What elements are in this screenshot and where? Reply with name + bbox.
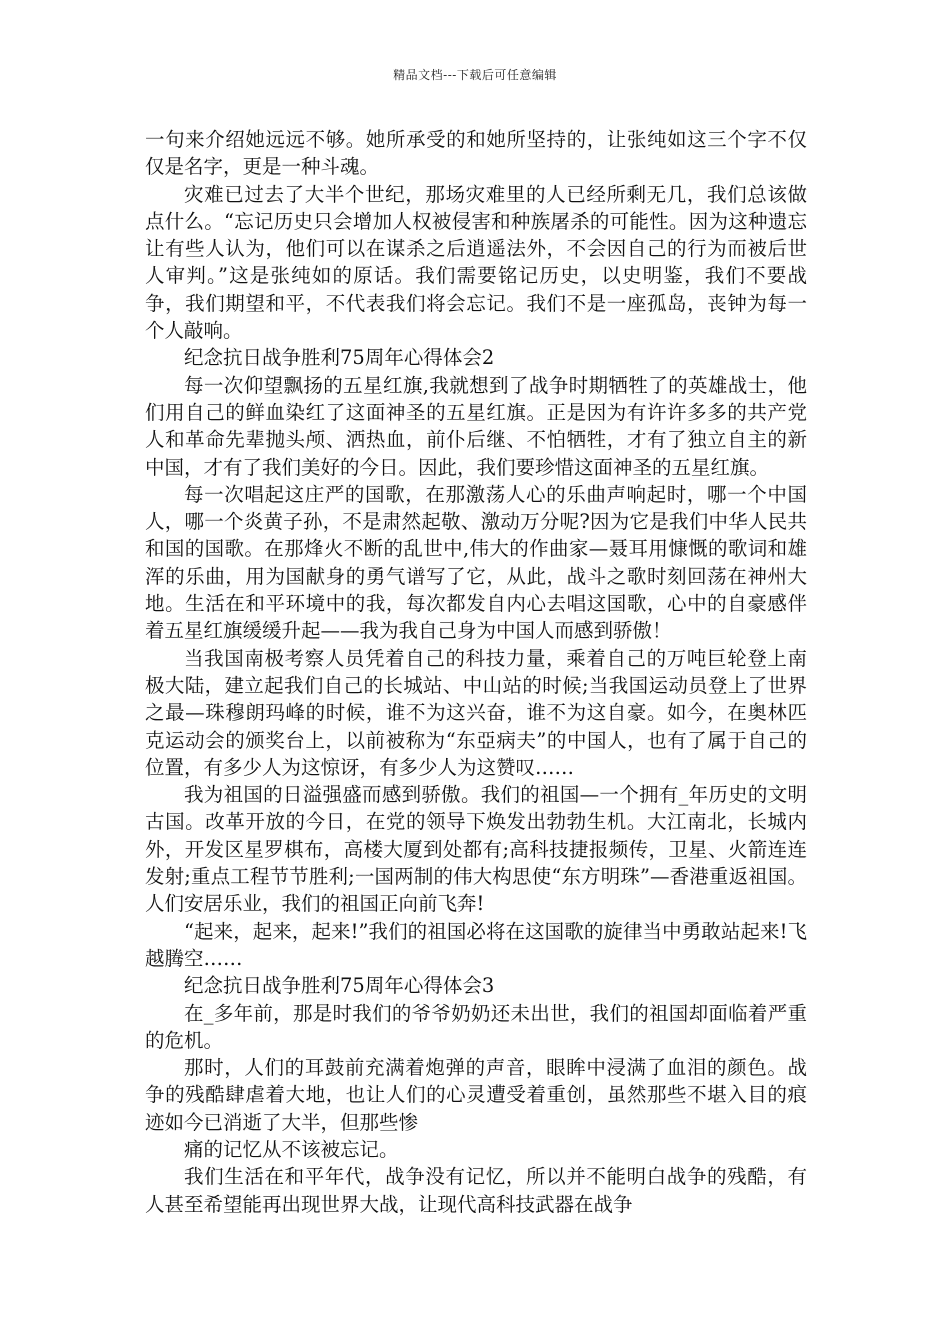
paragraph: 那时，人们的耳鼓前充满着炮弹的声音，眼眸中浸满了血泪的颜色。战争的残酷肆虐着大地，也让人们的心灵遭受着重创，虽然那些不堪入目的痕迹如今已消逝了大半，但那些惨 — [145, 1056, 807, 1134]
section-heading: 纪念抗日战争胜利75周年心得体会2 — [184, 346, 495, 370]
paragraph: 一句来介绍她远远不够。她所承受的和她所坚持的，让张纯如这三个字不仅仅是名字，更是一种斗魂。 — [145, 128, 807, 179]
paragraph: 我为祖国的日溢强盛而感到骄傲。我们的祖国—一个拥有_年历史的文明古国。改革开放的今日，在党的领导下焕发出勃勃生机。大江南北，长城内外，开发区星罗棋布，高楼大厦到处都有;高科技捷报频传，卫星、火箭连连发射;重点工程节节胜利;一国两制的伟大构思使“东方明珠”—香港重返祖国。人们安居乐业，我们的祖国正向前飞奔! — [145, 783, 807, 916]
paragraph: 每一次唱起这庄严的国歌，在那激荡人心的乐曲声响起时，哪一个中国人，哪一个炎黄子孙，不是肃然起敬、激动万分呢?因为它是我们中华人民共和国的国歌。在那烽火不断的乱世中,伟大的作曲家—聂耳用慷慨的歌词和雄浑的乐曲，用为国献身的勇气谱写了它，从此，战斗之歌时刻回荡在神州大地。生活在和平环境中的我，每次都发自内心去唱这国歌，心中的自豪感伴着五星红旗缓缓升起——我为我自己身为中国人而感到骄傲！ — [145, 482, 807, 643]
page-header: 精品文档---下载后可任意编辑 — [393, 68, 557, 82]
paragraph: 痛的记忆从不该被忘记。 — [184, 1137, 399, 1161]
section-heading: 纪念抗日战争胜利75周年心得体会3 — [184, 974, 495, 998]
paragraph: 灾难已过去了大半个世纪，那场灾难里的人已经所剩无几，我们总该做点什么。“忘记历史只会增加人权被侵害和种族屠杀的可能性。因为这种遗忘让有些人认为，他们可以在谋杀之后逍遥法外，不会因自己的行为而被后世人审判。”这是张纯如的原话。我们需要铭记历史，以史明鉴，我们不要战争，我们期望和平，不代表我们将会忘记。我们不是一座孤岛，丧钟为每一个人敲响。 — [145, 182, 807, 343]
paragraph: 我们生活在和平年代，战争没有记忆，所以并不能明白战争的残酷，有人甚至希望能再出现世界大战，让现代高科技武器在战争 — [145, 1165, 807, 1216]
paragraph: 在_多年前，那是时我们的爷爷奶奶还未出世，我们的祖国却面临着严重的危机。 — [145, 1001, 807, 1052]
paragraph: “起来，起来，起来!”我们的祖国必将在这国歌的旋律当中勇敢站起来!飞越腾空…… — [145, 919, 807, 970]
paragraph: 每一次仰望飘扬的五星红旗,我就想到了战争时期牺牲了的英雄战士，他们用自己的鲜血染红了这面神圣的五星红旗。正是因为有许许多多的共产党人和革命先辈抛头颅、洒热血，前仆后继、不怕牺牲，才有了独立自主的新中国，才有了我们美好的今日。因此，我们要珍惜这面神圣的五星红旗。 — [145, 373, 807, 479]
document-body — [145, 126, 807, 1218]
paragraph: 当我国南极考察人员凭着自己的科技力量，乘着自己的万吨巨轮登上南极大陆，建立起我们自己的长城站、中山站的时候;当我国运动员登上了世界之最—珠穆朗玛峰的时候，谁不为这兴奋，谁不为这自豪。如今，在奥林匹克运动会的颁奖台上，以前被称为“东亞病夫”的中国人，也有了属于自己的位置，有多少人为这惊讶，有多少人为这赞叹…… — [145, 646, 807, 779]
